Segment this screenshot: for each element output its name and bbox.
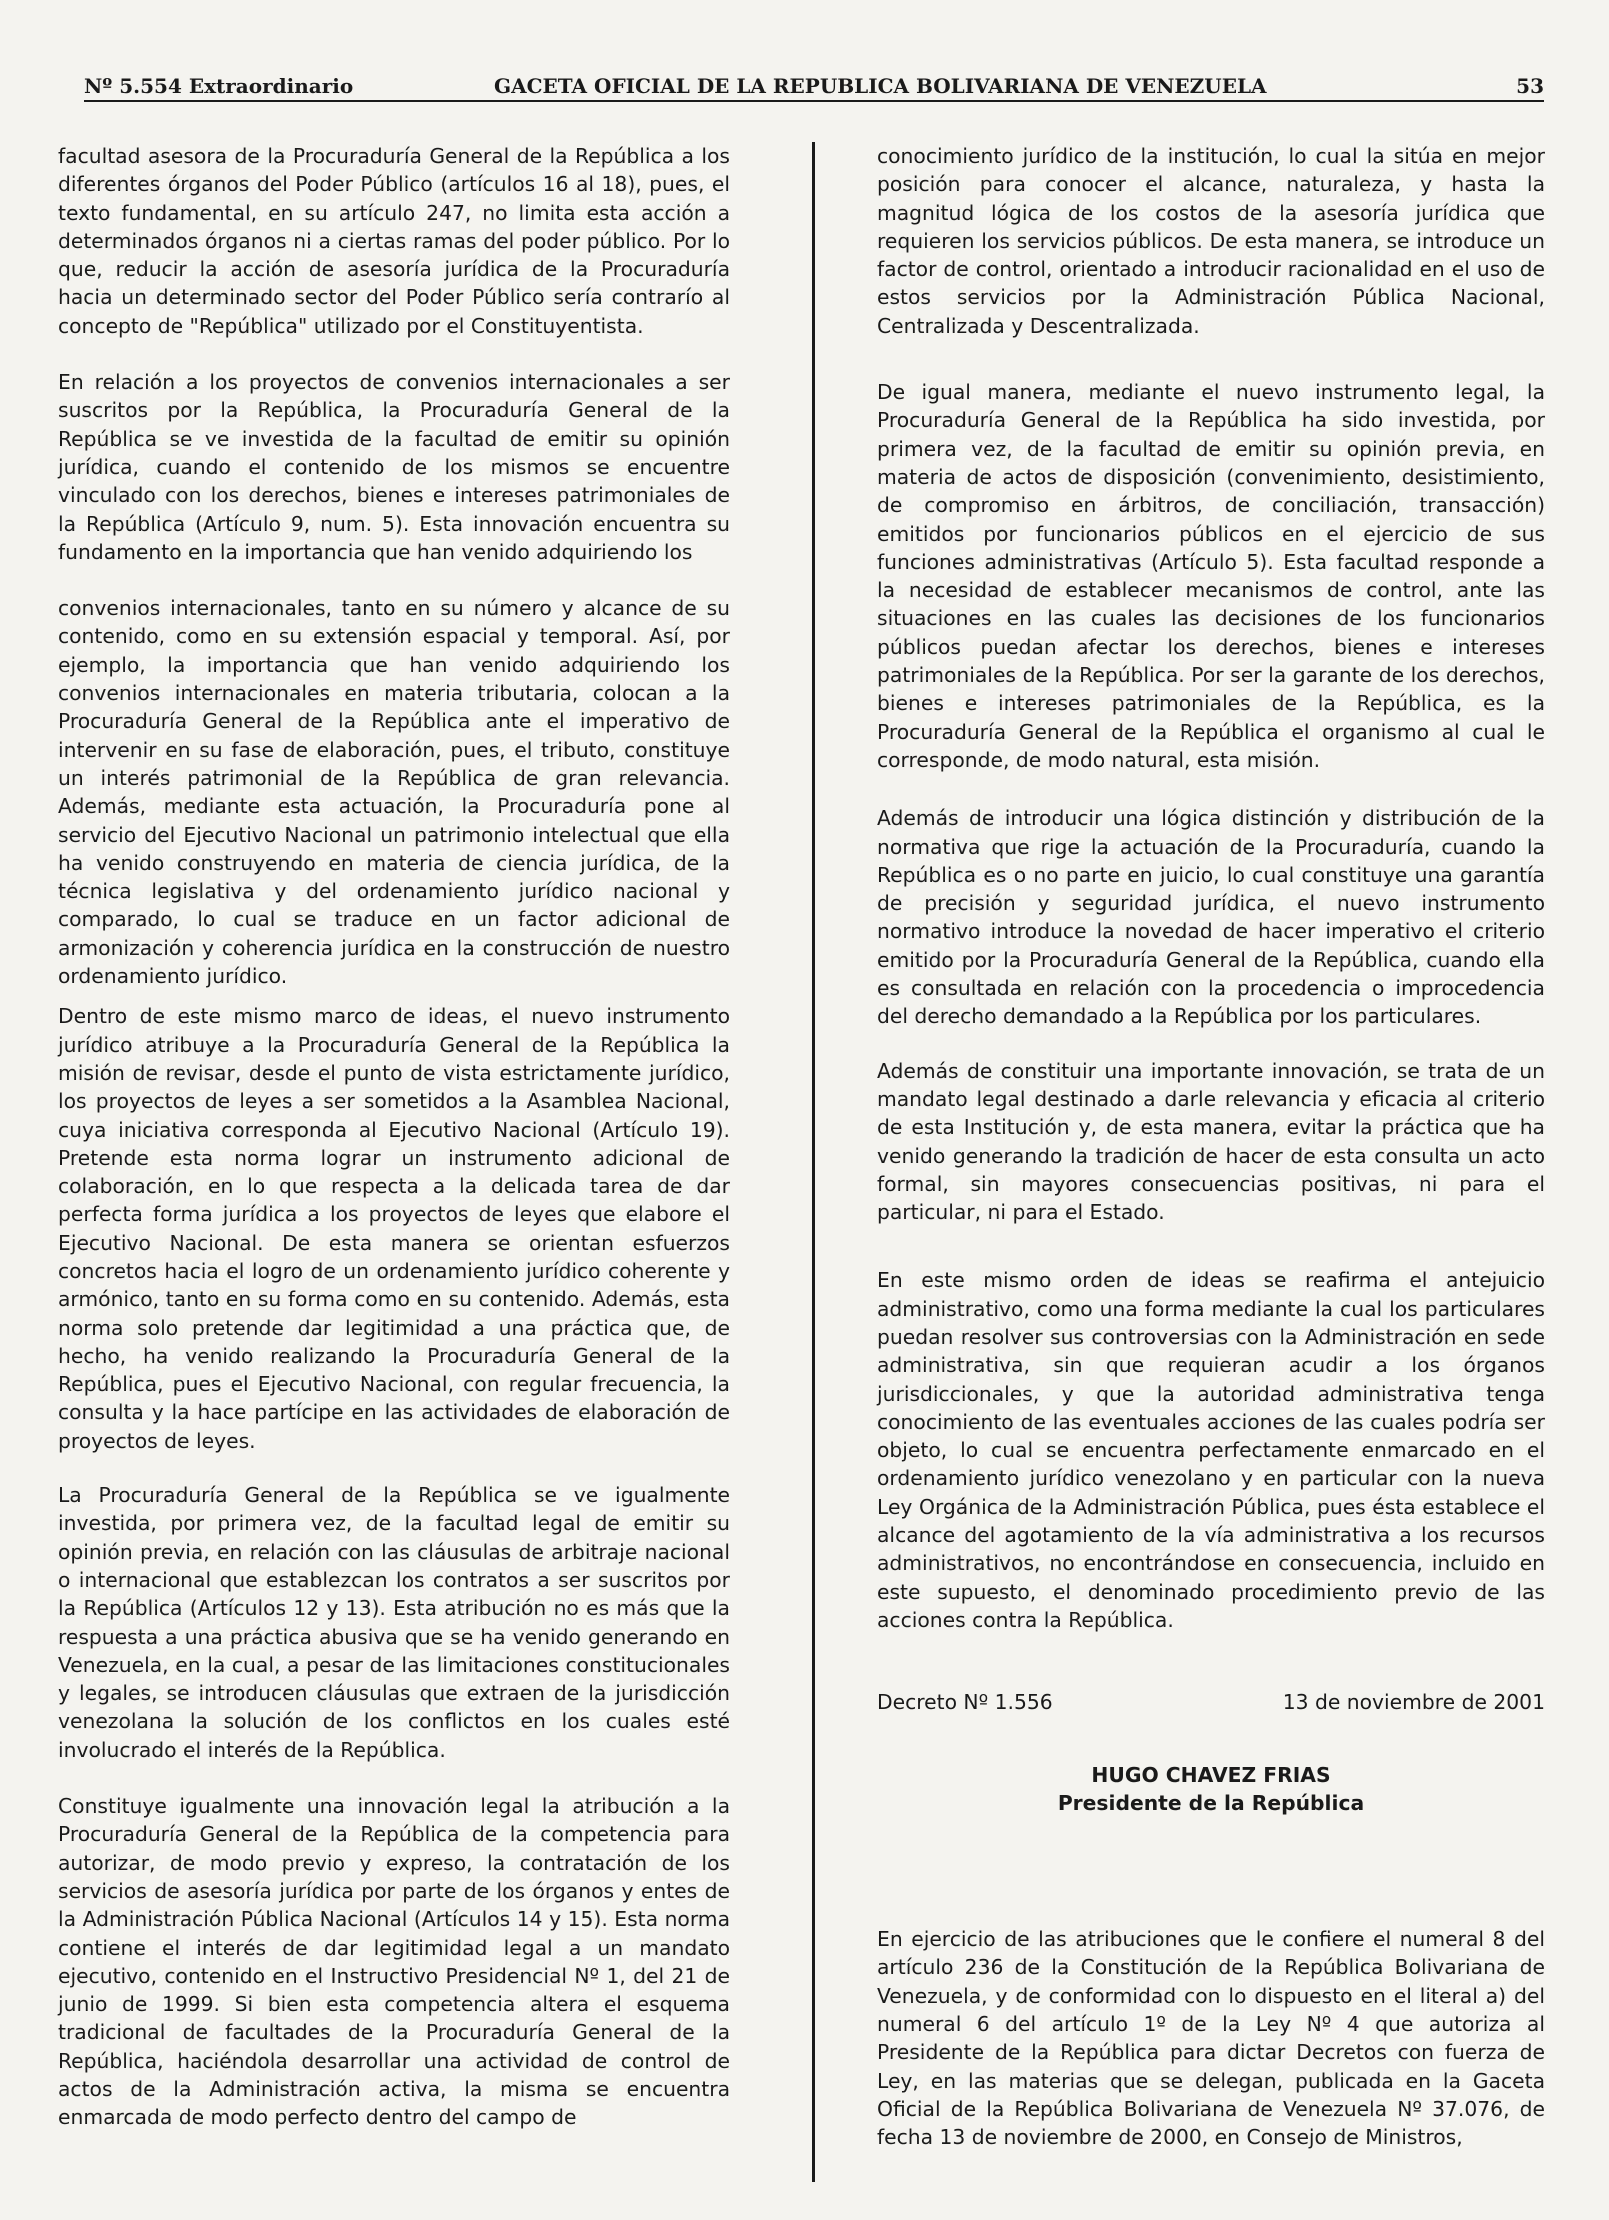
right-column [877,142,1545,2180]
closing-paragraph: En ejercicio de las atribuciones que le confiere el numeral 8 del artículo 236 de la Constitución de la República Bolivariana de Venezuela, y de conformidad con lo dispuesto en el literal a) del numeral 6 del artículo 1º de la Ley Nº 4 que autoriza al Presidente de la República para dictar Decretos con fuerza de Ley, en las materias que se delegan, publicada en la Gaceta Oficial de la República Bolivariana de Venezuela Nº 37.076, de fecha 13 de noviembre de 2000, en Consejo de Ministros, [877,1927,1545,2150]
paragraph: De igual manera, mediante el nuevo instrumento legal, la Procuraduría General de la República ha sido investida, por primera vez, de la facultad de emitir su opinión previa, en materia de actos de disposición (convenimiento, desistimiento, de compromiso en árbitros, de conciliación, transacción) emitidos por funcionarios públicos en el ejercicio de sus funciones administrativas (Artículo 5). Esta facultad responde a la necesidad de establecer mecanismos de control, ante las situaciones en las cuales las decisiones de los funcionarios públicos puedan afectar los derechos, bienes e intereses patrimoniales de la República. Por ser la garante de los derechos, bienes e intereses patrimoniales de la República, es la Procuraduría General de la República el organismo al cual le corresponde, de modo natural, esta misión. [877,380,1545,772]
paragraph: facultad asesora de la Procuraduría General de la República a los diferentes órganos del Poder Público (artículos 16 al 18), pues, el texto fundamental, en su artículo 247, no limita esta acción a determinados órganos ni a ciertas ramas del poder público. Por lo que, reducir la acción de asesoría jurídica de la Procuraduría hacia un determinado sector del Poder Público sería contrarío al concepto de "República" utilizado por el Constituyentista. [58,144,730,338]
paragraph: En relación a los proyectos de convenios internacionales a ser suscritos por la República, la Procuraduría General de la República se ve investida de la facultad de emitir su opinión jurídica, cuando el contenido de los mismos se encuentre vinculado con los derechos, bienes e intereses patrimoniales de la República (Artículo 9, num. 5). Esta innovación encuentra su fundamento en la importancia que han venido adquiriendo los [58,370,730,564]
decree-number: Decreto Nº 1.556 [877,1690,1053,1715]
gazette-title: GACETA OFICIAL DE LA REPUBLICA BOLIVARIANA DE VENEZUELA [494,74,1267,98]
paragraph: conocimiento jurídico de la institución, lo cual la sitúa en mejor posición para conocer el alcance, naturaleza, y hasta la magnitud lógica de los costos de la asesoría jurídica que requieren los servicios públicos. De esta manera, se introduce un factor de control, orientado a introducir racionalidad en el uso de estos servicios por la Administración Pública Nacional, Centralizada y Descentralizada. [877,144,1545,338]
issue-number: Nº 5.554 Extraordinario [84,74,354,98]
paragraph: La Procuraduría General de la República se ve igualmente investida, por primera vez, de la facultad legal de emitir su opinión previa, en relación con las cláusulas de arbitraje nacional o internacional que establezcan los contratos a ser suscritos por la República (Artículos 12 y 13). Esta atribución no es más que la respuesta a una práctica abusiva que se ha venido generando en Venezuela, en la cual, a pesar de las limitaciones constitucionales y legales, se introducen cláusulas que extraen de la jurisdicción venezolana la solución de los conflictos en los cuales esté involucrado el interés de la República. [58,1483,730,1762]
decree-date: 13 de noviembre de 2001 [1282,1690,1545,1715]
column-divider [812,142,815,2182]
page-header [84,74,1544,98]
signer-block [877,1761,1545,1818]
left-column [58,142,730,2140]
signer-name: HUGO CHAVEZ FRIAS [1091,1762,1331,1787]
paragraph: Constituye igualmente una innovación legal la atribución a la Procuraduría General de la República de la competencia para autorizar, de modo previo y expreso, la contratación de los servicios de asesoría jurídica por parte de los órganos y entes de la Administración Pública Nacional (Artículos 14 y 15). Esta norma contiene el interés de dar legitimidad legal a un mandato ejecutivo, contenido en el Instructivo Presidencial Nº 1, del 21 de junio de 1999. Si bien esta competencia altera el esquema tradicional de facultades de la Procuraduría General de la República, haciéndola desarrollar una actividad de control de actos de la Administración activa, la misma se encuentra enmarcada de modo perfecto dentro del campo de [58,1794,730,2130]
paragraph: Además de introducir una lógica distinción y distribución de la normativa que rige la actuación de la Procuraduría, cuando la República es o no parte en juicio, lo cual constituye una garantía de precisión y seguridad jurídica, el nuevo instrumento normativo introduce la novedad de hacer imperativo el criterio emitido por la Procuraduría General de la República, cuando ella es consultada en relación con la procedencia o improcedencia del derecho demandado a la República por los particulares. [877,806,1545,1029]
paragraph: En este mismo orden de ideas se reafirma el antejuicio administrativo, como una forma mediante la cual los particulares puedan resolver sus controversias con la Administración en sede administrativa, sin que requieran acudir a los órganos jurisdiccionales, y que la autoridad administrativa tenga conocimiento de las eventuales acciones de las cuales podría ser objeto, lo cual se encuentra perfectamente enmarcado en el ordenamiento jurídico venezolano y en particular con la nueva Ley Orgánica de la Administración Pública, pues ésta establece el alcance del agotamiento de la vía administrativa a los recursos administrativos, no encontrándose en consecuencia, incluido en este supuesto, el denominado procedimiento previo de las acciones contra la República. [877,1268,1545,1632]
paragraph: Dentro de este mismo marco de ideas, el nuevo instrumento jurídico atribuye a la Procuraduría General de la República la misión de revisar, desde el punto de vista estrictamente jurídico, los proyectos de leyes a ser sometidos a la Asamblea Nacional, cuya iniciativa corresponda al Ejecutivo Nacional (Artículo 19). Pretende esta norma lograr un instrumento adicional de colaboración, en lo que respecta a la delicada tarea de dar perfecta forma jurídica a los proyectos de leyes que elabore el Ejecutivo Nacional. De esta manera se orientan esfuerzos concretos hacia el logro de un ordenamiento jurídico coherente y armónico, tanto en su forma como en su contenido. Además, esta norma solo pretende dar legitimidad a una práctica que, de hecho, ha venido realizando la Procuraduría General de la República, pues el Ejecutivo Nacional, con regular frecuencia, la consulta y la hace partícipe en las actividades de elaboración de proyectos de leyes. [58,1004,730,1453]
paragraph: convenios internacionales, tanto en su número y alcance de su contenido, como en su extensión espacial y temporal. Así, por ejemplo, la importancia que han venido adquiriendo los convenios internacionales en materia tributaria, colocan a la Procuraduría General de la República ante el imperativo de intervenir en su fase de elaboración, pues, el tributo, constituye un interés patrimonial de la República de gran relevancia. Además, mediante esta actuación, la Procuraduría pone al servicio del Ejecutivo Nacional un patrimonio intelectual que ella ha venido construyendo en materia de ciencia jurídica, de la técnica legislativa y del ordenamiento jurídico nacional y comparado, lo cual se traduce en un factor adicional de armonización y coherencia jurídica en la construcción de nuestro ordenamiento jurídico. [58,596,730,989]
paragraph: Además de constituir una importante innovación, se trata de un mandato legal destinado a darle relevancia y eficacia al criterio de esta Institución y, de esta manera, evitar la práctica que ha venido generando la tradición de hacer de esta consulta un acto formal, sin mayores consecuencias positivas, ni para el particular, ni para el Estado. [877,1058,1545,1225]
header-rule [84,100,1544,102]
decree-line [877,1688,1545,1716]
signer-title: Presidente de la República [1057,1790,1365,1815]
page-number: 53 [1516,74,1544,98]
